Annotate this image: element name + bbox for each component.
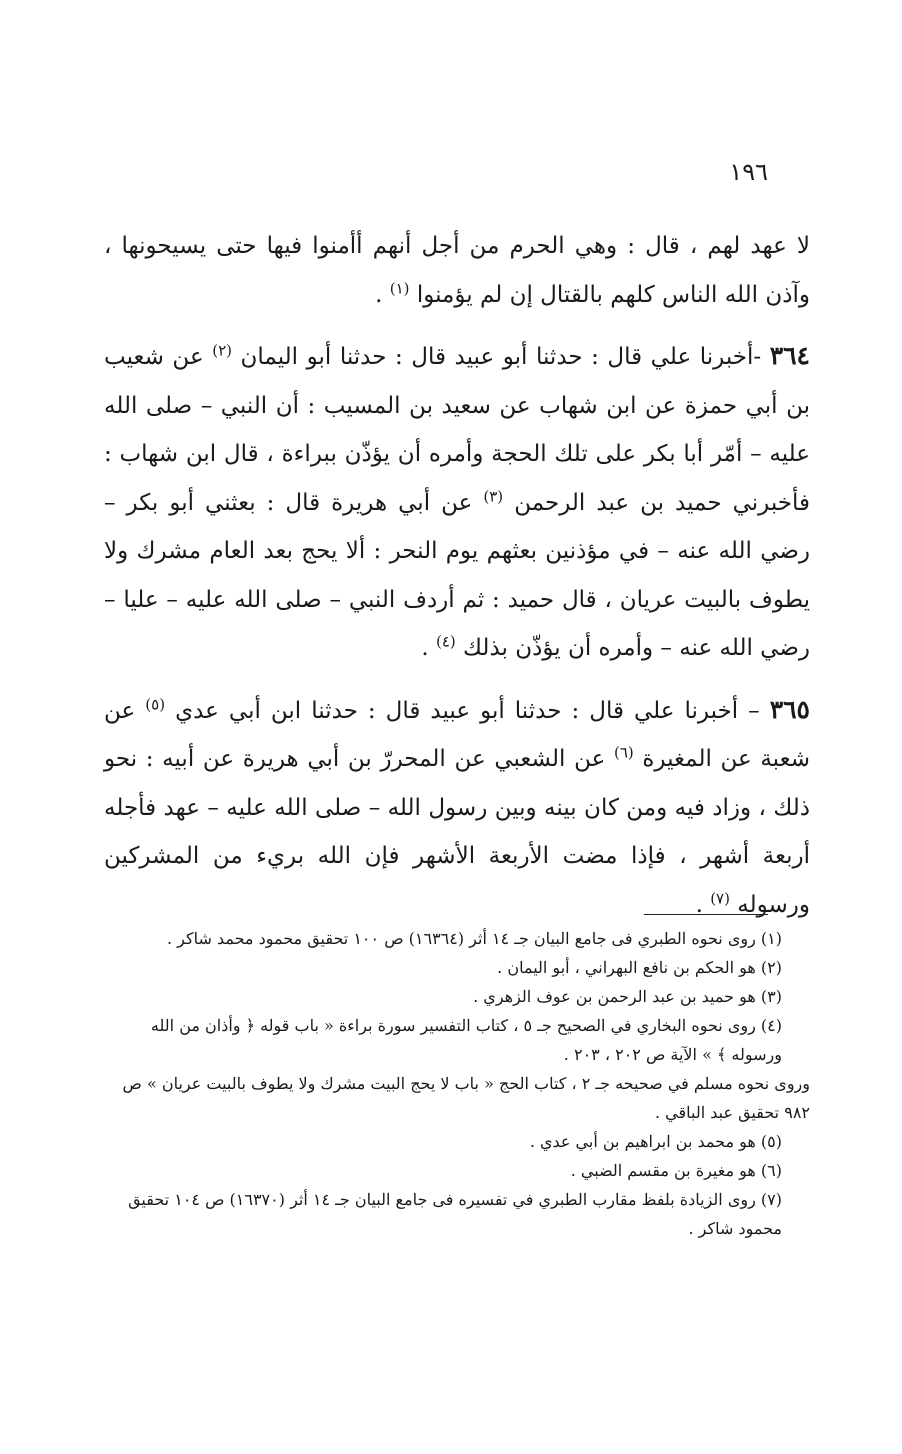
paragraph-text: عن أبي هريرة قال : بعثني أبو بكر – رضي الله عنه – في مؤذنين بعثهم يوم النحر : ألا يحج بعد العام مشرك ولا يطوف بالبيت عريان ، قال حميد : ثم أردف النبي – صلى الله عليه – عليا – رضي الله عنه – وأمره أن يؤذّن بذلك [104, 489, 810, 661]
paragraph-text: عن شعبة عن المغيرة [104, 697, 810, 772]
paragraph-365 [104, 686, 810, 930]
paragraph-364 [104, 332, 810, 673]
footnote-label: (٢) [760, 958, 782, 977]
footnote-label: (٦) [760, 1161, 782, 1180]
footnote-text: هو مغيرة بن مقسم الضبي . [570, 1161, 761, 1180]
footnote-text: روى نحوه الطبري فى جامع البيان جـ ١٤ أثر (١٦٣٦٤) ص ١٠٠ تحقيق محمود محمد شاكر . [166, 929, 761, 948]
footnote-4-continued [104, 1069, 810, 1127]
footnote-divider [644, 914, 768, 915]
footnote-3 [104, 982, 810, 1011]
paragraph-intro [104, 222, 810, 319]
paragraph-number: ٣٦٥ [769, 694, 810, 724]
footnote-ref: (١) [389, 278, 410, 297]
footnote-label: (٧) [760, 1190, 782, 1209]
footnote-ref: (٥) [145, 694, 166, 713]
footnote-text: هو حميد بن عبد الرحمن بن عوف الزهري . [473, 987, 761, 1006]
footnote-label: (٣) [760, 987, 782, 1006]
footnote-text: روى نحوه البخاري في الصحيح جـ ٥ ، كتاب التفسير سورة براءة « باب قوله ﴿ وأذان من الله ورسوله ﴾ » الآية ص ٢٠٢ ، ٢٠٣ . [150, 1016, 782, 1064]
paragraph-text: – أخبرنا علي قال : حدثنا أبو عبيد قال : حدثنا ابن أبي عدي [175, 697, 770, 724]
paragraph-tail: . [421, 635, 436, 661]
footnotes [104, 924, 810, 1243]
footnote-ref: (٣) [483, 486, 504, 505]
footnote-1 [104, 924, 810, 953]
footnote-5 [104, 1127, 810, 1156]
footnote-text: هو محمد بن ابراهيم بن أبي عدي . [529, 1132, 761, 1151]
footnote-6 [104, 1156, 810, 1185]
paragraph-text: عن الشعبي عن المحررّ بن أبي هريرة عن أبيه : نحو ذلك ، وزاد فيه ومن كان بينه وبين رسول الله – صلى الله عليه – عهد فأجله أربعة أشهر ، فإذا مضت الأربعة الأشهر فإن الله بريء من المشركين ورسوله [104, 746, 810, 918]
paragraph-tail: . [695, 891, 711, 918]
paragraph-tail: . [375, 281, 390, 308]
footnote-label: (٤) [760, 1016, 782, 1035]
footnote-text: روى الزيادة بلفظ مقارب الطبري في تفسيره فى جامع البيان جـ ١٤ أثر (١٦٣٧٠) ص ١٠٤ تحقيق محمود شاكر . [128, 1190, 782, 1238]
paragraph-text: عن شعيب بن أبي حمزة عن ابن شهاب عن سعيد بن المسيب : أن النبي – صلى الله عليه – أمّر أبا بكر على تلك الحجة وأمره أن يؤذّن ببراءة ، قال ابن شهاب : فأخبرني حميد بن عبد الرحمن [104, 344, 811, 516]
footnote-text: وروى نحوه مسلم في صحيحه جـ ٢ ، كتاب الحج « باب لا يحج البيت مشرك ولا يطوف بالبيت عريان » ص ٩٨٢ تحقيق عبد الباقي . [122, 1074, 810, 1122]
footnote-text: هو الحكم بن نافع البهراني ، أبو اليمان . [497, 958, 761, 977]
footnote-label: (١) [760, 929, 782, 948]
footnote-ref: (٦) [613, 743, 634, 762]
footnote-4 [104, 1011, 810, 1069]
paragraph-text: لا عهد لهم ، قال : وهي الحرم من أجل أنهم أأمنوا فيها حتى يسيحونها ، وآذن الله الناس كلهم بالقتال إن لم يؤمنوا [104, 233, 810, 308]
page-number: ١٩٦ [729, 158, 768, 186]
footnote-7 [104, 1185, 810, 1243]
paragraph-number: ٣٦٤ [769, 341, 810, 370]
footnote-ref: (٤) [435, 632, 456, 651]
main-text [104, 222, 810, 929]
footnote-2 [104, 953, 810, 982]
footnote-ref: (٧) [710, 888, 730, 907]
paragraph-text: -أخبرنا علي قال : حدثنا أبو عبيد قال : حدثنا أبو اليمان [240, 344, 770, 370]
footnote-label: (٥) [760, 1132, 782, 1151]
footnote-ref: (٢) [212, 341, 232, 360]
